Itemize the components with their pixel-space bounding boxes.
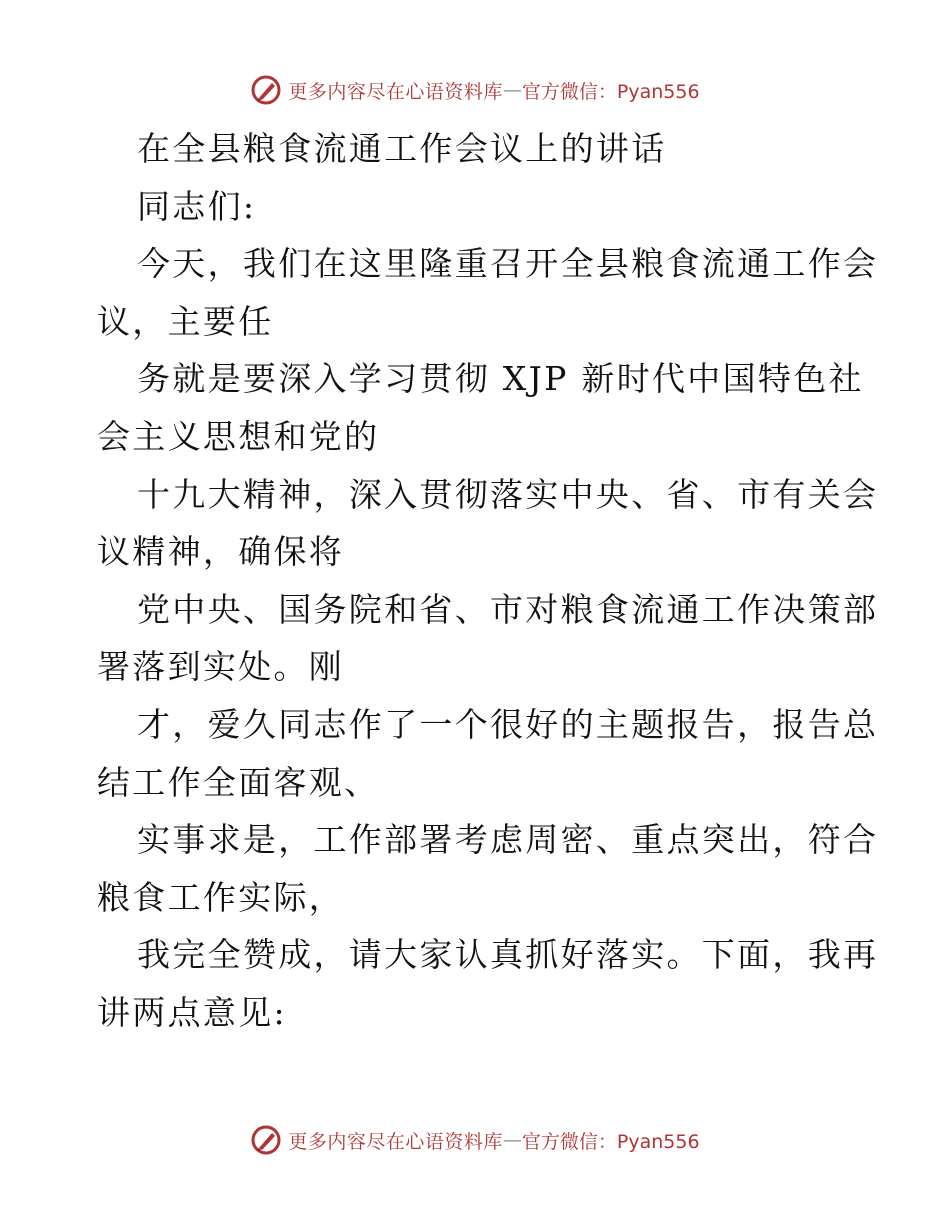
- paragraph-line: 结工作全面客观、: [97, 762, 380, 802]
- paragraph-line: 粮食工作实际，: [97, 877, 345, 917]
- document-title: 在全县粮食流通工作会议上的讲话: [137, 129, 667, 168]
- paragraph-line: 务就是要深入学习贯彻 XJP 新时代中国特色社: [137, 359, 864, 399]
- paragraph-line: 会主义思想和党的: [97, 416, 380, 456]
- header-banner: [0, 70, 950, 110]
- paragraph-line: 讲两点意见:: [97, 992, 287, 1032]
- paragraph-line: 十九大精神，深入贯彻落实中央、省、市有关会: [137, 474, 879, 514]
- paragraph-line: 我完全赞成，请大家认真抓好落实。下面，我再: [137, 935, 879, 975]
- pen-logo-icon: [250, 74, 282, 106]
- banner-text: 更多内容尽在心语资料库: [288, 80, 503, 103]
- paragraph-line: 议，主要任: [97, 301, 274, 341]
- paragraph-line: 实事求是，工作部署考虑周密、重点突出，符合: [137, 820, 879, 860]
- paragraph-line: 才，爱久同志作了一个很好的主题报告，报告总: [137, 704, 879, 744]
- paragraph-line: 今天，我们在这里隆重召开全县粮食流通工作会: [137, 244, 879, 284]
- pen-logo-icon: [250, 1124, 282, 1156]
- paragraph-line: 署落到实处。刚: [97, 647, 345, 687]
- banner-wechat: 官方微信：Pyan556: [521, 80, 700, 103]
- paragraph-line: 党中央、国务院和省、市对粮食流通工作决策部: [137, 589, 879, 629]
- banner-separator: —: [502, 79, 522, 101]
- banner-wechat: 官方微信：Pyan556: [521, 1130, 700, 1153]
- footer-banner: [0, 1120, 950, 1160]
- banner-separator: —: [502, 1129, 522, 1151]
- paragraph-line: 议精神，确保将: [97, 532, 345, 572]
- document-body: [97, 120, 879, 1042]
- banner-text: 更多内容尽在心语资料库: [288, 1130, 503, 1153]
- salutation: 同志们:: [137, 186, 257, 226]
